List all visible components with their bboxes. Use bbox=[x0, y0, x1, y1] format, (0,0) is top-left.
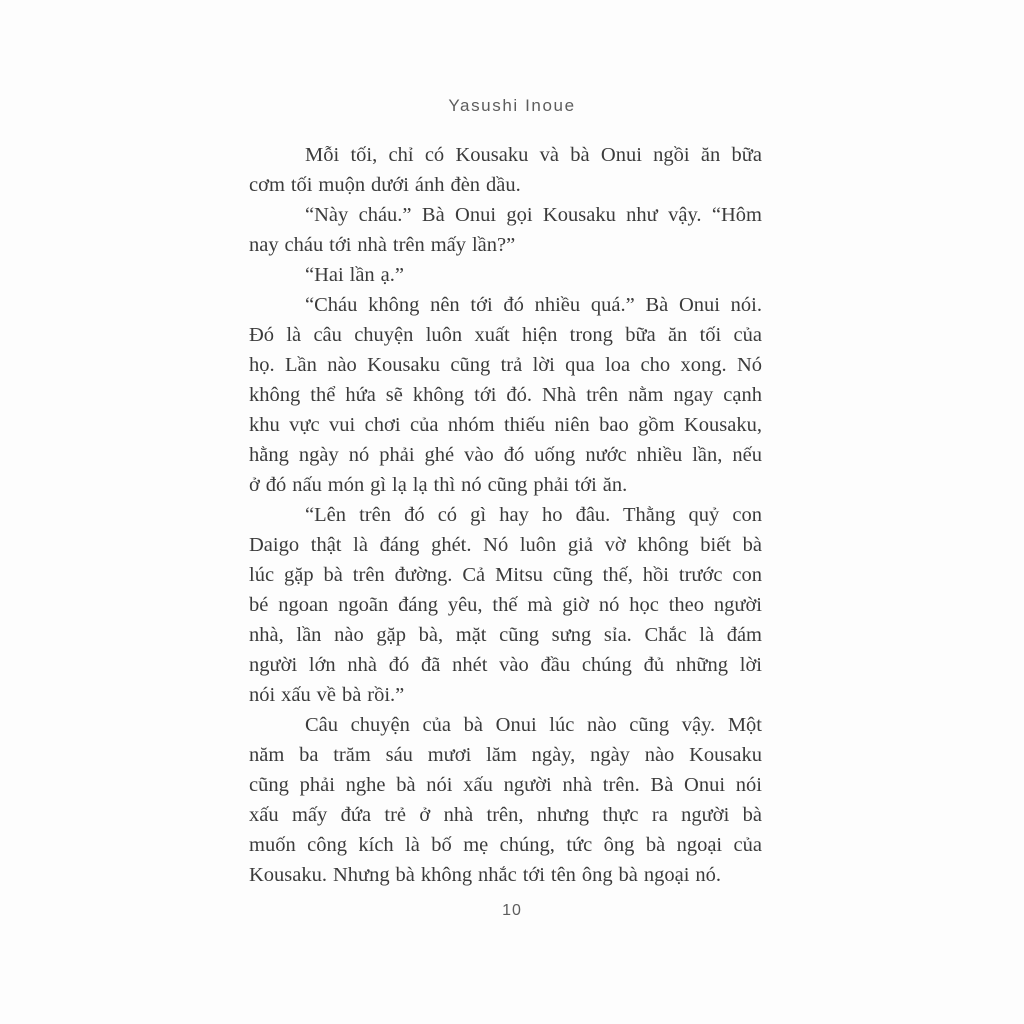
text-line: lúc gặp bà trên đường. Cả Mitsu cũng thế, hồi trước con bbox=[249, 564, 762, 586]
text-line: nhà, lần nào gặp bà, mặt cũng sưng sỉa. Chắc là đám bbox=[249, 624, 762, 646]
text-line: khu vực vui chơi của nhóm thiếu niên bao gồm Kousaku, bbox=[249, 414, 762, 436]
text-line: Đó là câu chuyện luôn xuất hiện trong bữa ăn tối của bbox=[249, 324, 762, 346]
running-header: Yasushi Inoue bbox=[448, 96, 576, 115]
text-line: năm ba trăm sáu mươi lăm ngày, ngày nào Kousaku bbox=[249, 744, 762, 766]
paragraph bbox=[249, 260, 762, 290]
text-line: “Lên trên đó có gì hay ho đâu. Thằng quỷ con bbox=[305, 504, 762, 526]
text-line: muốn công kích là bố mẹ chúng, tức ông bà ngoại của bbox=[249, 834, 762, 856]
text-line: họ. Lần nào Kousaku cũng trả lời qua loa cho xong. Nó bbox=[249, 354, 762, 376]
text-line: cơm tối muộn dưới ánh đèn dầu. bbox=[249, 174, 521, 196]
text-line: nói xấu về bà rồi.” bbox=[249, 684, 405, 706]
text-line: hằng ngày nó phải ghé vào đó uống nước nhiều lần, nếu bbox=[249, 444, 762, 466]
text-line: “Này cháu.” Bà Onui gọi Kousaku như vậy. “Hôm bbox=[305, 204, 762, 226]
text-line: “Hai lần ạ.” bbox=[305, 264, 404, 286]
text-line: người lớn nhà đó đã nhét vào đầu chúng đủ những lời bbox=[249, 654, 762, 676]
text-line: Daigo thật là đáng ghét. Nó luôn giả vờ không biết bà bbox=[249, 534, 762, 556]
paragraph bbox=[249, 710, 762, 890]
text-line: nay cháu tới nhà trên mấy lần?” bbox=[249, 234, 516, 256]
text-line: Mỗi tối, chỉ có Kousaku và bà Onui ngồi ăn bữa bbox=[305, 144, 762, 166]
text-line: Kousaku. Nhưng bà không nhắc tới tên ông bà ngoại nó. bbox=[249, 864, 721, 886]
paragraph bbox=[249, 290, 762, 500]
paragraph bbox=[249, 200, 762, 260]
text-line: cũng phải nghe bà nói xấu người nhà trên. Bà Onui nói bbox=[249, 774, 762, 796]
text-block bbox=[249, 140, 762, 890]
text-line: “Cháu không nên tới đó nhiều quá.” Bà Onui nói. bbox=[305, 294, 762, 316]
text-line: Câu chuyện của bà Onui lúc nào cũng vậy. Một bbox=[305, 714, 762, 736]
text-line: ở đó nấu món gì lạ lạ thì nó cũng phải tới ăn. bbox=[249, 474, 628, 496]
text-line: không thể hứa sẽ không tới đó. Nhà trên nằm ngay cạnh bbox=[249, 384, 762, 406]
page-number: 10 bbox=[502, 902, 522, 919]
text-line: bé ngoan ngoãn đáng yêu, thế mà giờ nó học theo người bbox=[249, 594, 762, 616]
paragraph bbox=[249, 500, 762, 710]
paragraph bbox=[249, 140, 762, 200]
text-line: xấu mấy đứa trẻ ở nhà trên, nhưng thực ra người bà bbox=[249, 804, 762, 826]
